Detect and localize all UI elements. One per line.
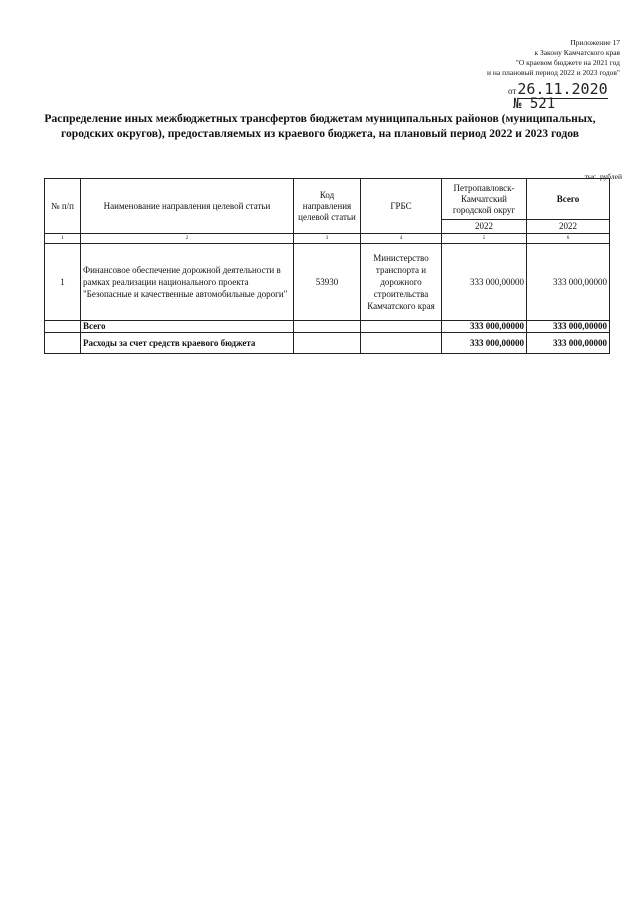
header-name: Наименование направления целевой статьи (81, 179, 294, 234)
header-num: № п/п (45, 179, 81, 234)
index-cell: 5 (442, 234, 527, 244)
appendix-line-1: Приложение 17 (570, 38, 620, 47)
total-total-amount: 333 000,00000 (527, 321, 610, 333)
stamp-date: 26.11.2020 (517, 80, 608, 98)
stamp-number: № 521 (513, 96, 556, 112)
index-cell: 4 (361, 234, 442, 244)
appendix-line-3: "О краевом бюджете на 2021 год (515, 58, 620, 67)
units-label: тыс. рублей (584, 172, 622, 181)
row-name: Финансовое обеспечение дорожной деятельности в рамках реализации национального проекта "Безопасные и качественные автомобильные дороги" (81, 244, 294, 321)
header-year-total: 2022 (527, 220, 610, 234)
appendix-line-2: к Закону Камчатского края (534, 48, 620, 57)
date-prefix: от (508, 86, 517, 96)
total-row (45, 321, 610, 333)
index-row (45, 234, 610, 244)
appendix-header (487, 38, 620, 78)
header-region: Петропавловск-Камчатский городской округ (442, 179, 527, 220)
index-cell: 1 (45, 234, 81, 244)
total-region-amount: 333 000,00000 (442, 321, 527, 333)
expense-region-amount: 333 000,00000 (442, 333, 527, 354)
transfers-table (44, 178, 610, 354)
row-num: 1 (45, 244, 81, 321)
index-cell: 2 (81, 234, 294, 244)
total-label: Всего (81, 321, 294, 333)
header-year-region: 2022 (442, 220, 527, 234)
appendix-line-4: и на плановый период 2022 и 2023 годов" (487, 68, 620, 77)
row-grbs: Министерство транспорта и дорожного строительства Камчатского края (361, 244, 442, 321)
header-total: Всего (527, 179, 610, 220)
row-code: 53930 (294, 244, 361, 321)
index-cell: 3 (294, 234, 361, 244)
index-cell: 6 (527, 234, 610, 244)
expense-row (45, 333, 610, 354)
document-title: Распределение иных межбюджетных трансфертов бюджетам муниципальных районов (муниципальных, городских округов), предоставляемых из краевого бюджета, на плановый период 2022 и 2023 годов (44, 112, 596, 140)
header-code: Код направления целевой статьи (294, 179, 361, 234)
row-region-amount: 333 000,00000 (442, 244, 527, 321)
header-grbs: ГРБС (361, 179, 442, 234)
table-row (45, 244, 610, 321)
header-row (45, 179, 610, 220)
row-total-amount: 333 000,00000 (527, 244, 610, 321)
expense-label: Расходы за счет средств краевого бюджета (81, 333, 294, 354)
expense-total-amount: 333 000,00000 (527, 333, 610, 354)
